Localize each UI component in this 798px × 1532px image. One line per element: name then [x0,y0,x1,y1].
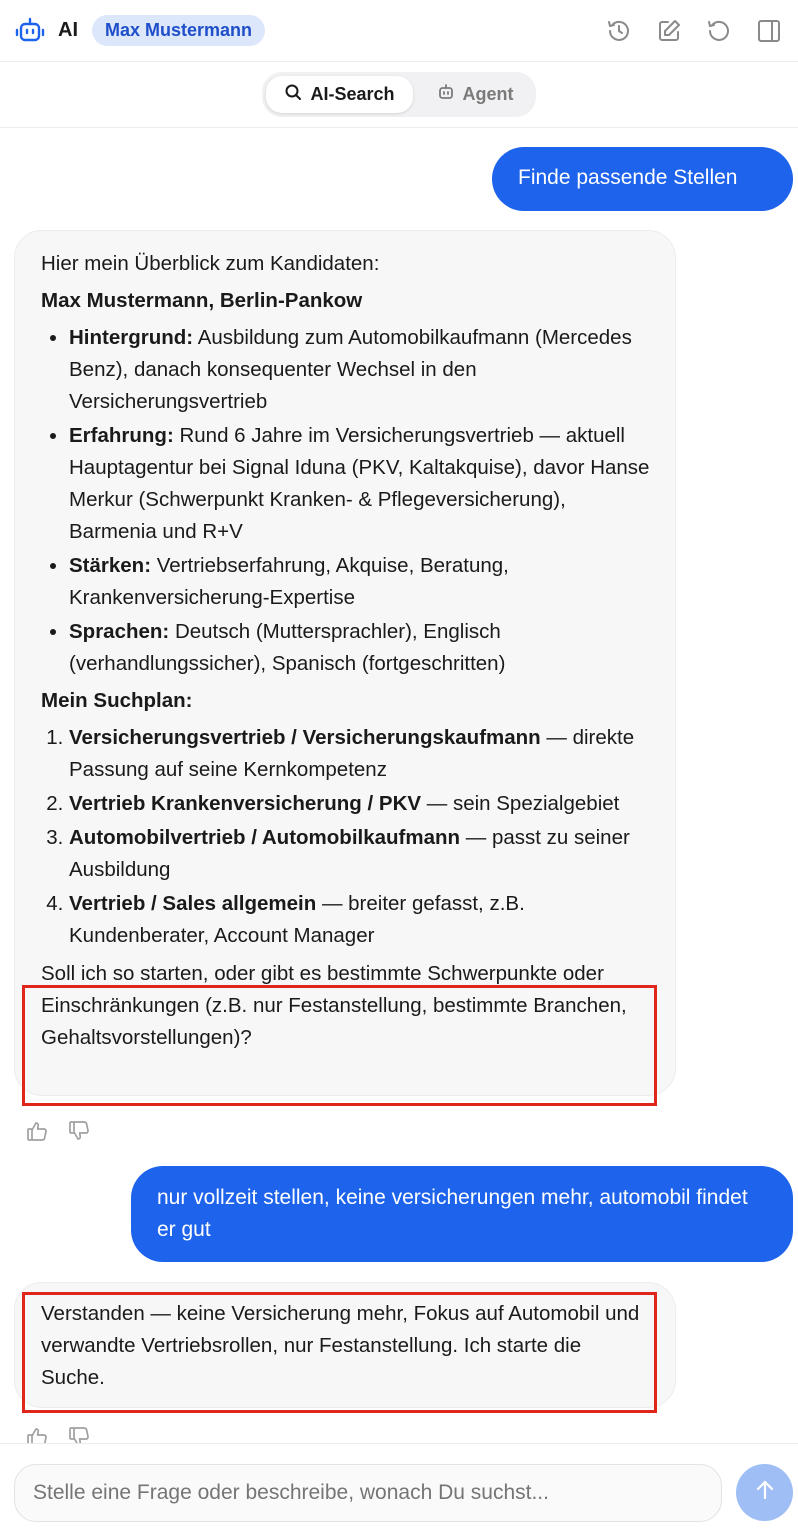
thumbs-up-icon[interactable] [26,1426,48,1443]
tab-agent-label: Agent [462,84,514,104]
user-message-text: nur vollzeit stellen, keine versicherungen mehr, automobil findet er gut [157,1186,748,1241]
app-header [0,0,798,62]
refresh-icon[interactable] [704,16,734,46]
thumbs-down-icon[interactable] [68,1120,90,1142]
feedback-bar [26,1120,90,1142]
list-item: 3. Automobilvertrieb / Automobilkaufmann — passt zu seiner Ausbildung [69,822,651,886]
robot-logo-icon [14,15,46,47]
list-item: 2. Vertrieb Krankenversicherung / PKV — sein Spezialgebiet [69,788,651,820]
list-item: • Sprachen: Deutsch (Muttersprachler), Englisch (verhandlungssicher), Spanisch (fortgeschritten) [69,616,651,680]
header-actions [604,16,784,46]
search-icon [284,83,302,106]
composer [0,1443,798,1532]
tab-ai-search-label: AI-Search [310,84,395,104]
send-button[interactable] [736,1464,793,1521]
plan-heading: Mein Suchplan: [41,689,193,712]
user-message [492,147,793,211]
list-item: 4. Vertrieb / Sales allgemein — breiter gefasst, z.B. Kundenberater, Account Manager [69,888,651,952]
profile-list [41,322,651,680]
candidate-badge[interactable]: Max Mustermann [92,15,265,46]
chat-input[interactable] [14,1464,722,1522]
sidebar-toggle-icon[interactable] [754,16,784,46]
tab-agent[interactable] [419,76,532,113]
user-message-text: Finde passende Stellen [518,166,738,189]
list-item: • Hintergrund: Ausbildung zum Automobilkaufmann (Mercedes Benz), danach konsequenter Wechsel in den Versicherungsvertrieb [69,322,651,418]
ai-message-text: Verstanden — keine Versicherung mehr, Fokus auf Automobil und verwandte Vertriebsrollen, nur Festanstellung. Ich starte die Suche. [41,1302,640,1389]
ai-message [14,230,676,1096]
ai-question: Soll ich so starten, oder gibt es bestimmte Schwerpunkte oder Einschränkungen (z.B. nur Festanstellung, bestimmte Branchen, Gehaltsvorstellungen)? [41,962,627,1049]
thumbs-up-icon[interactable] [26,1120,48,1142]
candidate-heading: Max Mustermann, Berlin-Pankow [41,289,363,312]
feedback-bar [26,1426,90,1443]
robot-icon [437,83,455,106]
list-item: • Erfahrung: Rund 6 Jahre im Versicherungsvertrieb — aktuell Hauptagentur bei Signal Iduna (PKV, Kaltakquise), davor Hanse Merkur (Schwerpunkt Kranken- & Pflegeversicherung), Barmenia und R+V [69,420,651,548]
arrow-up-icon [754,1479,776,1506]
user-message [131,1166,793,1262]
history-icon[interactable] [604,16,634,46]
ai-intro: Hier mein Überblick zum Kandidaten: [41,252,380,275]
ai-message [14,1282,676,1408]
plan-list [41,722,651,952]
edit-icon[interactable] [654,16,684,46]
list-item: • Stärken: Vertriebserfahrung, Akquise, Beratung, Krankenversicherung-Expertise [69,550,651,614]
tab-ai-search[interactable] [266,76,412,113]
mode-toggle [262,72,535,117]
list-item: 1. Versicherungsvertrieb / Versicherungskaufmann — direkte Passung auf seine Kernkompetenz [69,722,651,786]
mode-bar [0,62,798,128]
thumbs-down-icon[interactable] [68,1426,90,1443]
app-title: AI [58,19,78,41]
